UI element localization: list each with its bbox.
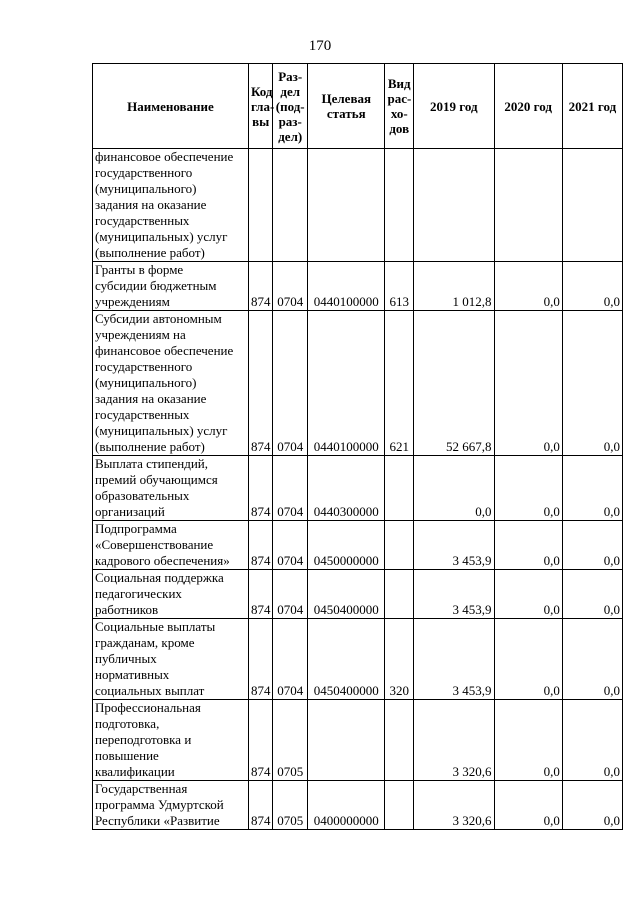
cell-2021: 0,0 [562, 262, 622, 311]
cell-name: финансовое обеспечение государственного (муниципального) задания на оказание государственных (муниципальных) услуг (выполнение работ) [93, 149, 249, 262]
cell-name: Социальные выплаты гражданам, кроме публичных нормативных социальных выплат [93, 619, 249, 700]
table-row [93, 700, 623, 781]
header-2021: 2021 год [562, 64, 622, 149]
header-row [93, 64, 623, 149]
cell-2021: 0,0 [562, 521, 622, 570]
cell-2019: 0,0 [414, 456, 495, 521]
cell-vid: 613 [385, 262, 414, 311]
header-vid: Вид рас- хо- дов [385, 64, 414, 149]
cell-2021: 0,0 [562, 311, 622, 456]
cell-target: 0450400000 [308, 570, 385, 619]
cell-2020: 0,0 [494, 781, 562, 830]
header-target: Целевая статья [308, 64, 385, 149]
cell-name: Выплата стипендий, премий обучающимся образовательных организаций [93, 456, 249, 521]
header-name: Наименование [93, 64, 249, 149]
cell-vid: 621 [385, 311, 414, 456]
cell-2020: 0,0 [494, 619, 562, 700]
cell-target [308, 700, 385, 781]
cell-razdel: 0704 [273, 456, 308, 521]
cell-2019: 3 453,9 [414, 570, 495, 619]
cell-2020: 0,0 [494, 521, 562, 570]
cell-kod: 874 [248, 700, 272, 781]
cell-vid [385, 456, 414, 521]
cell-target: 0440100000 [308, 311, 385, 456]
cell-razdel: 0704 [273, 262, 308, 311]
header-2020: 2020 год [494, 64, 562, 149]
table-row [93, 570, 623, 619]
table-row [93, 456, 623, 521]
cell-2020: 0,0 [494, 570, 562, 619]
cell-name: Государственная программа Удмуртской Республики «Развитие [93, 781, 249, 830]
header-kod: Код гла- вы [248, 64, 272, 149]
header-2019: 2019 год [414, 64, 495, 149]
cell-2021: 0,0 [562, 781, 622, 830]
cell-2021: 0,0 [562, 570, 622, 619]
cell-2020 [494, 149, 562, 262]
cell-kod: 874 [248, 781, 272, 830]
cell-razdel: 0705 [273, 781, 308, 830]
cell-vid [385, 521, 414, 570]
cell-razdel: 0704 [273, 311, 308, 456]
cell-2020: 0,0 [494, 262, 562, 311]
cell-target: 0440100000 [308, 262, 385, 311]
cell-2020: 0,0 [494, 311, 562, 456]
header-razdel: Раз- дел (под- раз- дел) [273, 64, 308, 149]
cell-name: Профессиональная подготовка, переподготовка и повышение квалификации [93, 700, 249, 781]
cell-name: Гранты в форме субсидии бюджетным учреждениям [93, 262, 249, 311]
cell-razdel: 0705 [273, 700, 308, 781]
cell-vid [385, 700, 414, 781]
cell-2019: 1 012,8 [414, 262, 495, 311]
cell-kod [248, 149, 272, 262]
table-row [93, 781, 623, 830]
table-row [93, 149, 623, 262]
cell-2019: 3 320,6 [414, 700, 495, 781]
cell-2020: 0,0 [494, 456, 562, 521]
cell-vid [385, 149, 414, 262]
page-number: 170 [308, 38, 332, 54]
cell-razdel: 0704 [273, 619, 308, 700]
cell-2021: 0,0 [562, 700, 622, 781]
cell-razdel: 0704 [273, 570, 308, 619]
cell-2021: 0,0 [562, 456, 622, 521]
table-header [93, 64, 623, 149]
cell-name: Подпрограмма «Совершенствование кадрового обеспечения» [93, 521, 249, 570]
cell-vid [385, 570, 414, 619]
cell-kod: 874 [248, 456, 272, 521]
cell-name: Социальная поддержка педагогических работников [93, 570, 249, 619]
table-body [93, 149, 623, 830]
table-row [93, 311, 623, 456]
cell-2021: 0,0 [562, 619, 622, 700]
cell-razdel [273, 149, 308, 262]
cell-2019 [414, 149, 495, 262]
table-row [93, 619, 623, 700]
budget-table [92, 63, 623, 830]
cell-razdel: 0704 [273, 521, 308, 570]
cell-kod: 874 [248, 262, 272, 311]
cell-2021 [562, 149, 622, 262]
cell-target: 0450000000 [308, 521, 385, 570]
cell-kod: 874 [248, 570, 272, 619]
cell-2019: 3 453,9 [414, 619, 495, 700]
table-row [93, 521, 623, 570]
cell-vid [385, 781, 414, 830]
table-row [93, 262, 623, 311]
cell-kod: 874 [248, 521, 272, 570]
cell-kod: 874 [248, 619, 272, 700]
cell-target: 0440300000 [308, 456, 385, 521]
cell-2019: 52 667,8 [414, 311, 495, 456]
cell-target [308, 149, 385, 262]
cell-kod: 874 [248, 311, 272, 456]
cell-name: Субсидии автономным учреждениям на финансовое обеспечение государственного (муниципального) задания на оказание государственных (муниципальных) услуг (выполнение работ) [93, 311, 249, 456]
cell-target: 0450400000 [308, 619, 385, 700]
cell-2019: 3 320,6 [414, 781, 495, 830]
cell-vid: 320 [385, 619, 414, 700]
cell-2020: 0,0 [494, 700, 562, 781]
cell-target: 0400000000 [308, 781, 385, 830]
cell-2019: 3 453,9 [414, 521, 495, 570]
